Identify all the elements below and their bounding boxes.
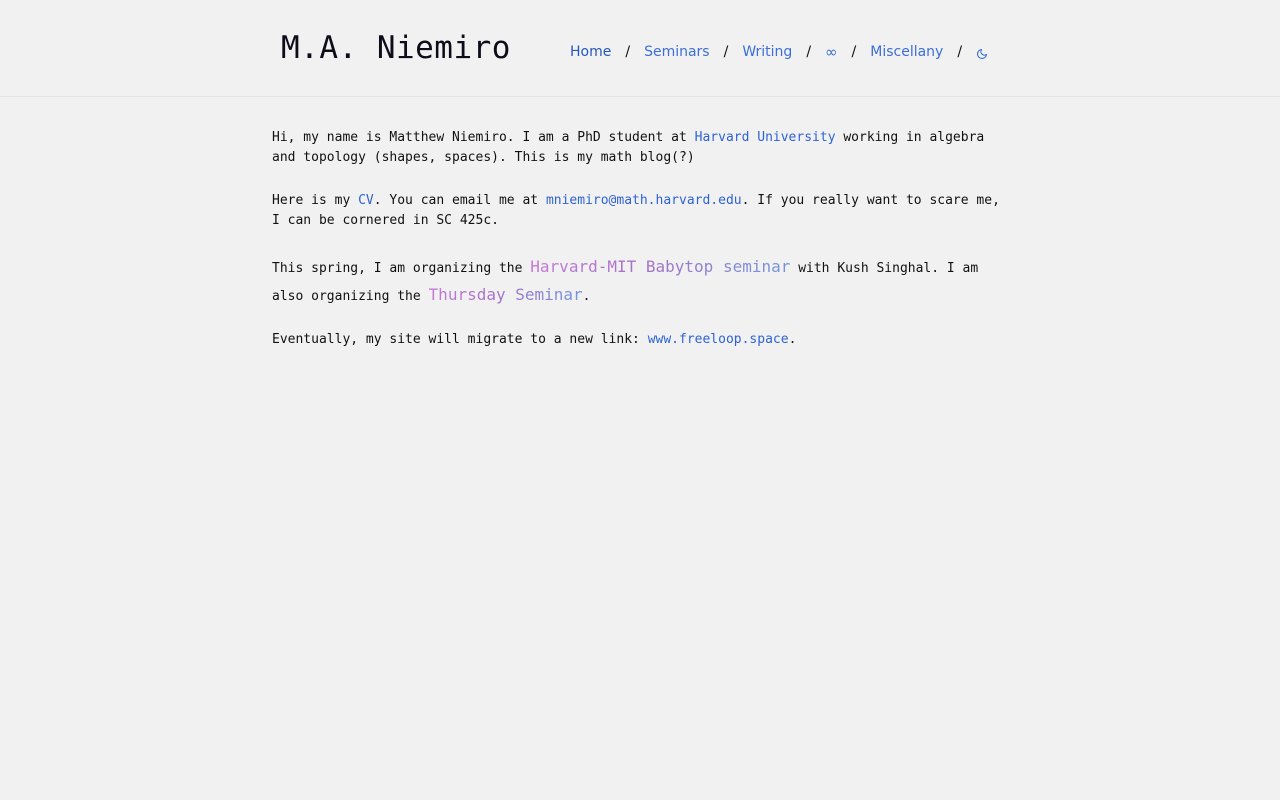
site-title[interactable]: M.A. Niemiro	[281, 30, 511, 66]
seminars-text-end: .	[582, 289, 591, 304]
freeloop-link[interactable]: www.freeloop.space	[647, 332, 789, 347]
seminars-text-middle: with Kush Singhal. I am also organizing the	[272, 261, 979, 304]
nav-separator: /	[723, 44, 729, 60]
migration-text: Eventually, my site will migrate to a new link:	[272, 332, 648, 347]
intro-text-continued: working in algebra and topology (shapes, spaces). This is my math blog(?)	[272, 130, 985, 165]
seminars-paragraph	[272, 254, 1008, 310]
harvard-university-link[interactable]: Harvard University	[694, 130, 836, 145]
nav-seminars[interactable]: Seminars	[644, 44, 710, 60]
thursday-seminar-link[interactable]: Thursday Seminar	[428, 285, 583, 304]
main-content	[272, 128, 1008, 373]
contact-text-email-prefix: . You can email me at	[373, 193, 546, 208]
contact-text: Here is my	[272, 193, 359, 208]
nav-separator: /	[806, 44, 812, 60]
email-link[interactable]: mniemiro@math.harvard.edu	[545, 193, 742, 208]
cv-link[interactable]: CV	[358, 193, 374, 208]
intro-paragraph	[272, 128, 1008, 168]
nav-infinity[interactable]: ∞	[825, 43, 838, 61]
seminars-text: This spring, I am organizing the	[272, 261, 531, 276]
nav-home[interactable]: Home	[570, 44, 612, 60]
babytop-seminar-link[interactable]: Harvard-MIT Babytop seminar	[530, 257, 791, 276]
nav-miscellany[interactable]: Miscellany	[870, 44, 944, 60]
contact-text-office: . If you really want to scare me, I can be cornered in SC 425c.	[272, 193, 1000, 228]
main-nav	[570, 42, 988, 62]
moon-icon[interactable]	[976, 46, 988, 58]
migration-text-end: .	[788, 332, 797, 347]
contact-paragraph	[272, 191, 1008, 231]
nav-separator: /	[625, 44, 631, 60]
intro-text: Hi, my name is Matthew Niemiro. I am a PhD student at	[272, 130, 695, 145]
site-header	[0, 0, 1280, 97]
nav-separator: /	[957, 44, 963, 60]
nav-separator: /	[851, 44, 857, 60]
nav-writing[interactable]: Writing	[742, 44, 793, 60]
migration-paragraph	[272, 330, 1008, 350]
